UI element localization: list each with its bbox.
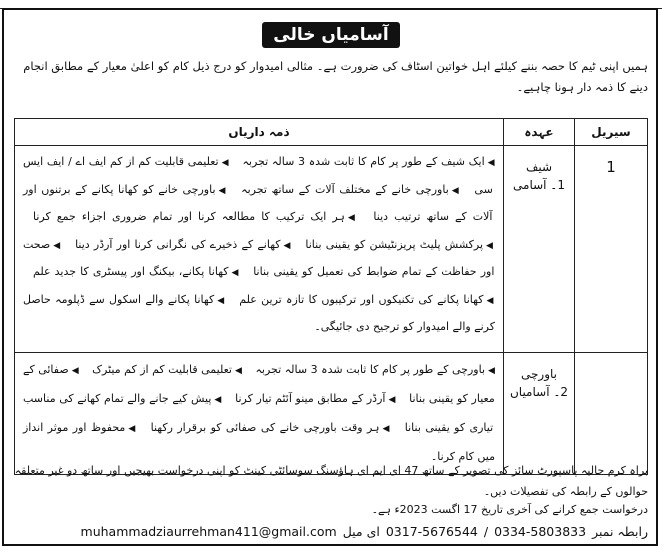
- list-item: ◀باورچی خانے کے مختلف آلات کے ساتھ تجربہ: [241, 182, 460, 196]
- list-item: ◀آرڈر کے مطابق مینو آئٹم تیار کرنا: [235, 392, 396, 405]
- bullet-icon: ◀: [221, 158, 229, 168]
- header-serial: سیریل: [575, 119, 648, 146]
- email-label: ای میل: [342, 524, 380, 539]
- list-item: ◀پیش کیے جانے والے تمام کھانے کی مناسب تیاری کو یقینی بنانا: [23, 392, 494, 434]
- bullet-icon: ◀: [231, 268, 240, 278]
- list-item: ◀ہر ایک ترکیب کا مطالعہ کرنا اور تمام ضروری اجزاء جمع کرنا: [33, 210, 358, 223]
- post-count: 1۔ آسامی: [513, 178, 565, 192]
- list-item: ◀ایک شیف کے طور پر کام کا ثابت شدہ 3 سالہ تجربہ: [242, 155, 495, 168]
- list-item: ◀صحت اور حفاظت کے تمام ضوابط کی تعمیل کو یقینی بنانا: [23, 237, 495, 278]
- list-item: ◀تعلیمی قابلیت کم از کم ایف اے / ایف ایس سی: [23, 155, 493, 196]
- vacancy-table: [14, 118, 648, 475]
- list-item: ◀باورچی کے طور پر کام کا ثابت شدہ 3 سالہ تجربہ: [255, 363, 495, 376]
- intro-paragraph: ہمیں اپنی ٹیم کا حصہ بننے کیلئے اہل خواتین اسٹاف کی ضرورت ہے۔ مثالی امیدوار کو درج ذیل کام کو اعلیٰ معیار کے مطابق انجام دینے کا ذمہ دار ہونا چاہیے۔: [23, 59, 648, 94]
- bullet-icon: ◀: [487, 158, 495, 168]
- bullet-icon: ◀: [218, 185, 227, 196]
- header-post: عہدہ: [504, 119, 575, 146]
- bullet-icon: ◀: [283, 240, 292, 251]
- bullet-icon: ◀: [486, 295, 495, 306]
- bullet-icon: ◀: [451, 185, 460, 196]
- table-header-row: [15, 119, 648, 146]
- post-name: شیف: [525, 160, 553, 174]
- post-cell: [504, 146, 575, 353]
- contact-line: [14, 522, 648, 542]
- phone-number-2[interactable]: 0334-5803833: [494, 524, 587, 539]
- list-item: ◀کھانا پکانے کی تکنیکوں اور ترکیبوں کا تازہ ترین علم: [239, 292, 495, 306]
- contact-label: رابطہ نمبر: [592, 524, 648, 539]
- list-item: ◀محفوظ اور موثر انداز میں کام کرنا۔: [23, 421, 495, 463]
- bullet-icon: ◀: [486, 240, 494, 251]
- bullet-icon: ◀: [214, 395, 222, 405]
- bullet-icon: ◀: [234, 366, 242, 376]
- bullet-icon: ◀: [388, 395, 396, 405]
- table-row: [15, 353, 648, 475]
- email-address[interactable]: muhammadziaurrehman411@gmail.com: [80, 524, 337, 539]
- application-instructions: براہ کرم حالیہ پاسپورٹ سائز کی تصویر کے ساتھ 47 ای ایم ای ہاؤسنگ سوسائٹی کینٹ کو اپنی درخواست بھیجیں اور ساتھ دو غیر متعلقہ حوالوں کے رابطہ کی تفصیلات دیں۔: [14, 464, 648, 498]
- duties-list: [23, 149, 495, 341]
- list-item: ◀باورچی خانے کو کھانا پکانے کے برتنوں اور آلات کے ساتھ ترتیب دینا: [23, 182, 493, 223]
- application-deadline: درخواست جمع کرانے کی آخری تاریخ 17 اگست 2023ء ہے۔: [371, 503, 648, 516]
- list-item: ◀کھانے کے ذخیرے کی نگرانی کرنا اور آرڈر دینا: [75, 237, 292, 251]
- bullet-icon: ◀: [488, 366, 495, 376]
- duties-cell: [15, 146, 504, 353]
- serial-cell: 1: [575, 146, 648, 353]
- bullet-icon: ◀: [217, 295, 225, 306]
- table-row: [15, 146, 648, 353]
- bullet-icon: ◀: [382, 424, 391, 434]
- list-item: ◀پرکشش پلیٹ پریزنٹیشن کو یقینی بنانا: [305, 237, 494, 251]
- bullet-icon: ◀: [347, 213, 358, 223]
- page-title: آسامیاں خالی: [262, 22, 400, 48]
- bullet-icon: ◀: [128, 424, 137, 434]
- duties-cell: [15, 353, 504, 475]
- list-item: ◀کھانا پکانے، بیکنگ اور پیسٹری کا جدید علم: [33, 265, 240, 278]
- list-item: ◀ہر وقت باورچی خانے کی صفائی کو برقرار رکھنا: [150, 421, 391, 434]
- phone-number-1[interactable]: 0317-5676544: [385, 524, 478, 539]
- post-name: باورچی: [520, 367, 557, 381]
- serial-cell: [575, 353, 648, 475]
- list-item: ◀صفائی کے معیار کو یقینی بنانا: [23, 363, 495, 405]
- bullet-icon: ◀: [53, 240, 61, 251]
- post-cell: [504, 353, 575, 475]
- post-count: 2۔ آسامیاں: [509, 385, 569, 399]
- list-item: ◀تعلیمی قابلیت کم از کم میٹرک: [92, 363, 242, 376]
- bullet-icon: ◀: [71, 366, 79, 376]
- duties-list: [23, 356, 495, 470]
- header-duties: ذمہ داریاں: [15, 119, 504, 146]
- list-item: ◀کھانا پکانے والے اسکول سے ڈپلومہ حاصل کرنے والے امیدوار کو ترجیح دی جائیگی۔: [23, 292, 495, 333]
- phone-separator: /: [483, 524, 489, 539]
